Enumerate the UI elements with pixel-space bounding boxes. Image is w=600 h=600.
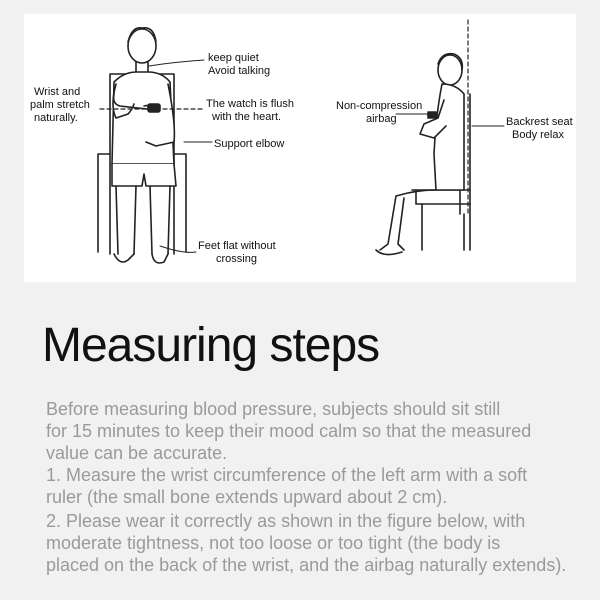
feet-flat-label-line1: Feet flat without [198,240,276,252]
instruction-line: moderate tightness, not too loose or too tight (the body is [46,533,501,553]
backrest-label-line2: Body relax [512,129,564,141]
backrest-label-line1: Backrest seat [506,116,573,128]
keep-quiet-label: keep quiet [208,52,259,64]
wrist-stretch-label-line1: Wrist and [34,86,81,98]
instruction-line: 1. Measure the wrist circumference of the left arm with a soft [46,465,528,485]
posture-illustration [24,14,576,282]
wrist-stretch-label-line2: palm stretch [30,99,90,111]
instruction-line: Before measuring blood pressure, subjects should sit still [46,399,501,419]
side-view-figure [376,20,470,255]
airbag-label-line1: Non-compression [336,100,423,112]
illustration-panel [24,14,576,282]
support-elbow-label: Support elbow [214,138,285,150]
wrist-stretch-label-line3: naturally. [34,112,78,124]
avoid-talking-label: Avoid talking [208,65,271,77]
airbag-label-line2: airbag [366,113,397,125]
instruction-line: for 15 minutes to keep their mood calm so that the measured [46,421,532,441]
watch-flush-label-line1: The watch is flush [206,98,295,110]
instruction-line: placed on the back of the wrist, and the airbag naturally extends). [46,555,567,575]
watch-flush-label-line2: with the heart. [212,111,282,123]
instruction-line: ruler (the small bone extends upward about 2 cm). [46,487,448,507]
instruction-line: value can be accurate. [46,443,228,463]
feet-flat-label-line2: crossing [216,253,257,265]
instruction-line: 2. Please wear it correctly as shown in the figure below, with [46,511,526,531]
page-title: Measuring steps [42,319,380,372]
